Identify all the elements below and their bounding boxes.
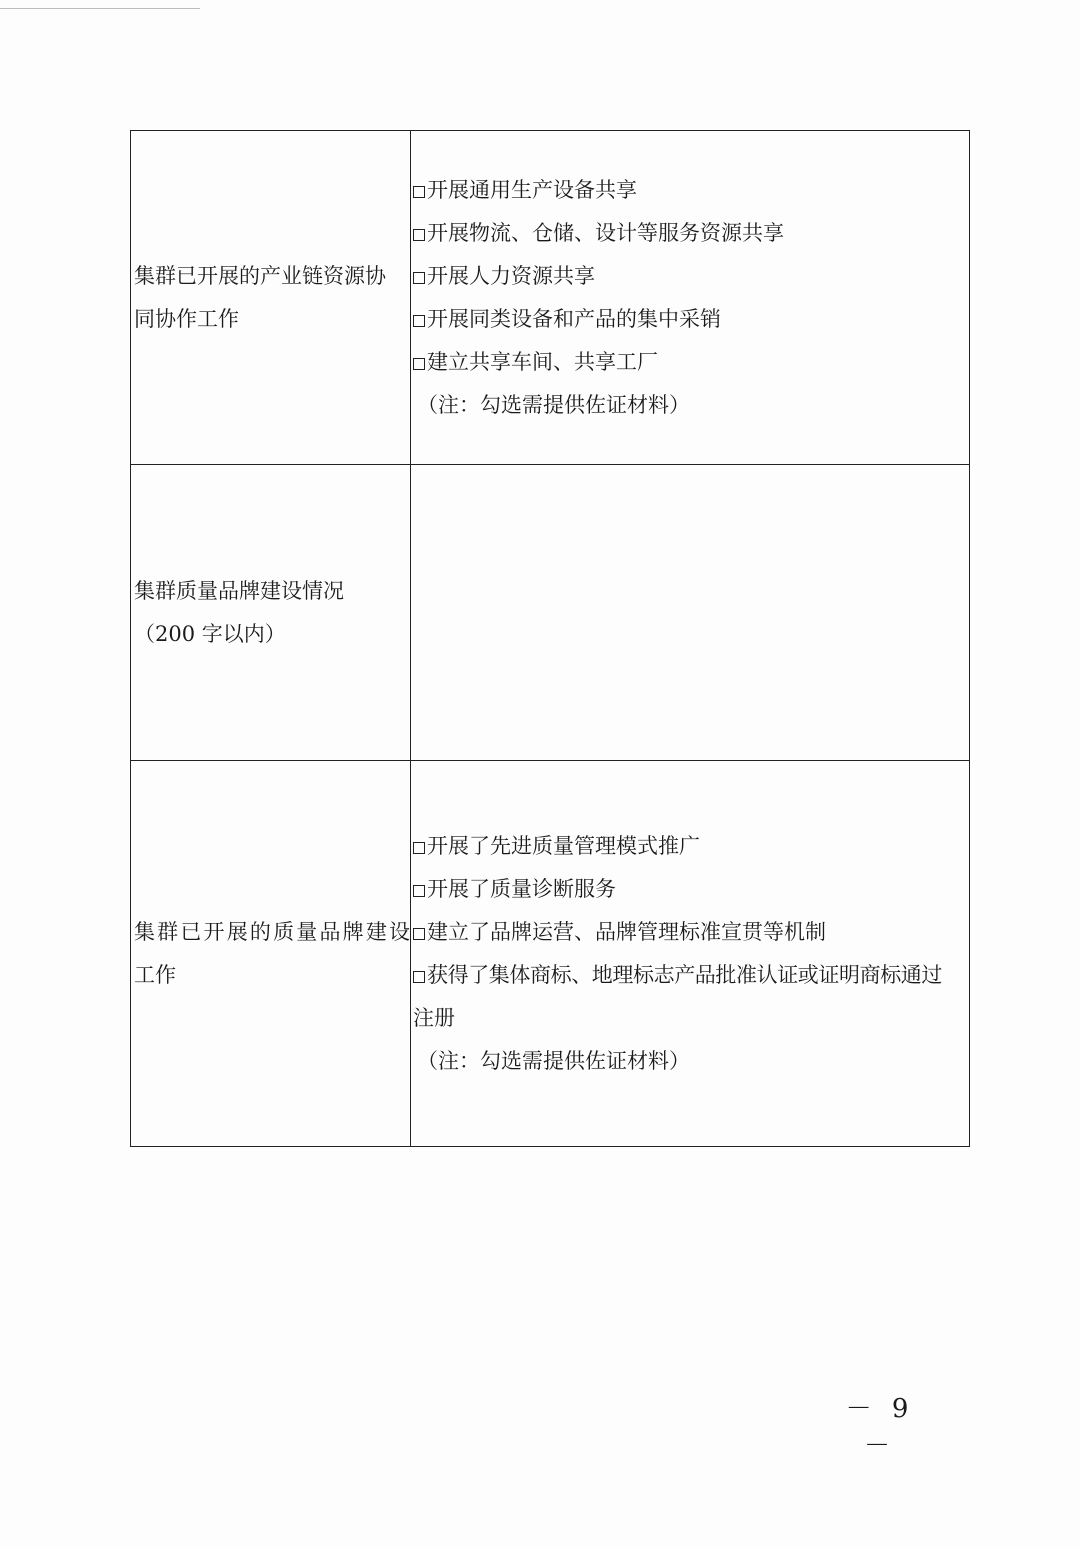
checkbox[interactable] — [413, 229, 425, 241]
option-continuation: 注册 — [413, 1005, 455, 1030]
label-line: 集群已开展的产业链资源协 — [134, 263, 386, 288]
content-cell-resource-collaboration — [411, 131, 970, 465]
option-quality-diagnosis: 开展了质量诊断服务 — [413, 868, 969, 911]
page-number: － 9 － — [845, 1394, 915, 1461]
quality-brand-description-field[interactable] — [411, 465, 970, 761]
label-line: （200 字以内） — [134, 621, 286, 646]
option-centralized-procurement: 开展同类设备和产品的集中采销 — [413, 298, 969, 341]
option-hr-sharing: 开展人力资源共享 — [413, 255, 969, 298]
checkbox[interactable] — [413, 928, 425, 940]
label-line: 同协作工作 — [134, 306, 239, 331]
label-line: 工作 — [134, 962, 176, 987]
table-row-quality-brand-status — [131, 465, 970, 761]
checkbox[interactable] — [413, 885, 425, 897]
option-brand-mechanism: 建立了品牌运营、品牌管理标准宣贯等机制 — [413, 911, 969, 954]
checkbox[interactable] — [413, 315, 425, 327]
note-text: （注：勾选需提供佐证材料） — [417, 1048, 690, 1073]
checkbox[interactable] — [413, 971, 425, 983]
checkbox[interactable] — [413, 842, 425, 854]
checkbox[interactable] — [413, 186, 425, 198]
checkbox[interactable] — [413, 272, 425, 284]
label-cell-resource-collaboration — [131, 131, 411, 465]
table-row-quality-brand-work — [131, 761, 970, 1147]
option-equipment-sharing: 开展通用生产设备共享 — [413, 169, 969, 212]
top-rule — [0, 8, 200, 9]
label-cell-quality-brand-status — [131, 465, 411, 761]
content-cell-quality-brand-work — [411, 761, 970, 1147]
table-row-resource-collaboration — [131, 131, 970, 465]
option-trademark-registration: 获得了集体商标、地理标志产品批准认证或证明商标通过 — [413, 954, 969, 997]
application-form-table — [130, 130, 970, 1147]
checkbox[interactable] — [413, 358, 425, 370]
option-quality-model-promotion: 开展了先进质量管理模式推广 — [413, 825, 969, 868]
option-service-resource-sharing: 开展物流、仓储、设计等服务资源共享 — [413, 212, 969, 255]
label-cell-quality-brand-work — [131, 761, 411, 1147]
label-line: 集群质量品牌建设情况 — [134, 578, 344, 603]
option-shared-workshop: 建立共享车间、共享工厂 — [413, 341, 969, 384]
label-line: 集群已开展的质量品牌建设 — [134, 919, 410, 944]
note-text: （注：勾选需提供佐证材料） — [417, 392, 690, 417]
